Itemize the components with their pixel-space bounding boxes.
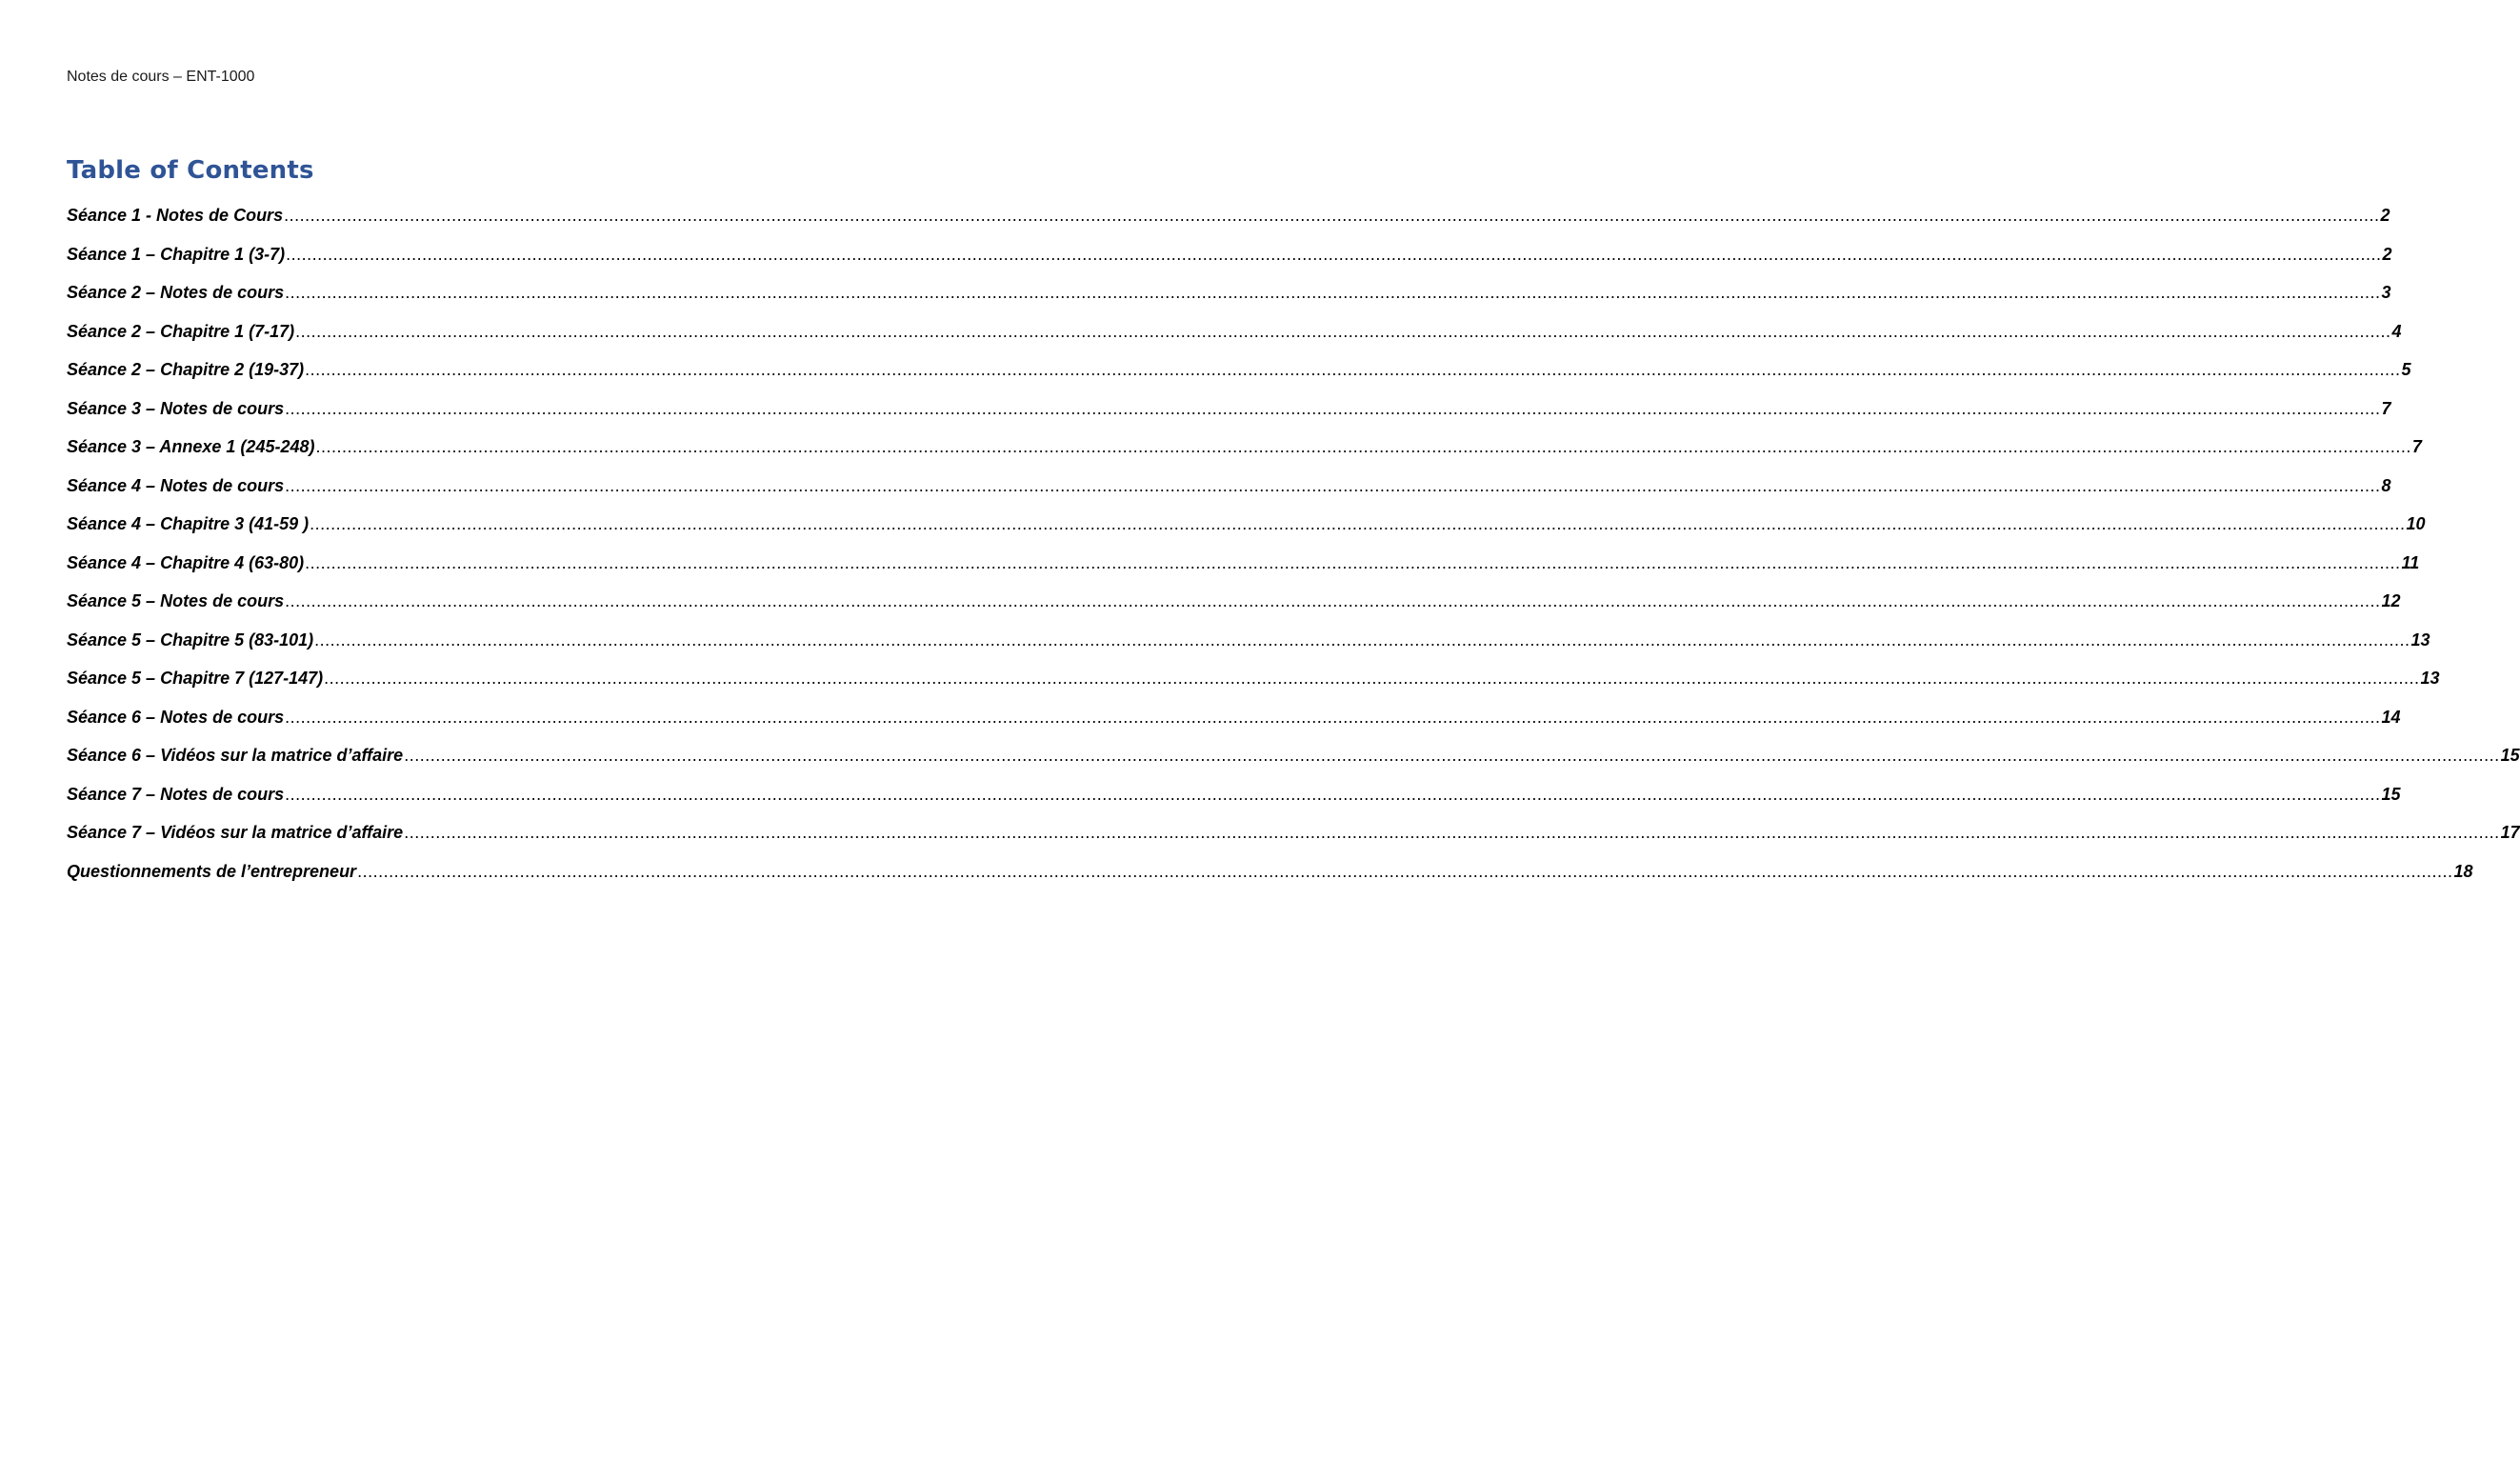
toc-entry-page-number: 13 bbox=[2420, 669, 2440, 688]
toc-entry-page-number: 8 bbox=[2381, 475, 2391, 495]
toc-entry[interactable] bbox=[67, 669, 2440, 708]
toc-entry-title: Séance 1 – Chapitre 1 (3-7) bbox=[67, 244, 286, 264]
toc-dot-leader: ................................................................................................................................................................................................................................................................................................................................................................................................................ bbox=[314, 630, 2410, 650]
toc-entry-page-number: 11 bbox=[2401, 552, 2420, 572]
toc-entry-title: Séance 5 – Chapitre 7 (127-147) bbox=[67, 669, 324, 688]
toc-entry[interactable] bbox=[67, 861, 2473, 901]
toc-entry[interactable] bbox=[67, 552, 2420, 592]
toc-entry-title: Séance 5 – Chapitre 5 (83-101) bbox=[67, 630, 314, 650]
toc-entry[interactable] bbox=[67, 398, 2391, 438]
toc-entry-page-number: 10 bbox=[2406, 514, 2426, 533]
toc-dot-leader: ................................................................................................................................................................................................................................................................................................................................................................................................................ bbox=[285, 283, 2381, 302]
toc-entry-page-number: 4 bbox=[2391, 321, 2402, 341]
toc-entry-page-number: 2 bbox=[2380, 206, 2390, 225]
toc-entry-title: Questionnements de l’entrepreneur bbox=[67, 861, 357, 881]
toc-entry-title: Séance 5 – Notes de cours bbox=[67, 591, 285, 610]
toc-entry-page-number: 17 bbox=[2500, 823, 2520, 842]
toc-entry[interactable] bbox=[67, 244, 2392, 284]
toc-title: Table of Contents bbox=[67, 156, 314, 185]
toc-entry-title: Séance 7 – Notes de cours bbox=[67, 784, 285, 804]
toc-entry[interactable] bbox=[67, 591, 2401, 630]
toc-entry-title: Séance 6 – Vidéos sur la matrice d’affaire bbox=[67, 746, 404, 765]
toc-entry[interactable] bbox=[67, 707, 2401, 747]
toc-entry[interactable] bbox=[67, 475, 2391, 515]
toc-entry[interactable] bbox=[67, 206, 2390, 245]
toc-entry-page-number: 18 bbox=[2453, 861, 2473, 881]
toc-dot-leader: ................................................................................................................................................................................................................................................................................................................................................................................................................ bbox=[284, 206, 2380, 225]
toc-entry-page-number: 14 bbox=[2381, 707, 2401, 727]
toc-entry-title: Séance 4 – Chapitre 4 (63-80) bbox=[67, 552, 305, 572]
toc-dot-leader: ................................................................................................................................................................................................................................................................................................................................................................................................................ bbox=[286, 244, 2382, 264]
toc-dot-leader: ................................................................................................................................................................................................................................................................................................................................................................................................................ bbox=[305, 360, 2401, 379]
toc-entry-title: Séance 1 - Notes de Cours bbox=[67, 206, 284, 225]
toc-entry-title: Séance 3 – Annexe 1 (245-248) bbox=[67, 437, 315, 456]
toc-entry-page-number: 7 bbox=[2381, 398, 2391, 418]
toc-dot-leader: ................................................................................................................................................................................................................................................................................................................................................................................................................ bbox=[285, 784, 2381, 804]
toc-entry-title: Séance 6 – Notes de cours bbox=[67, 707, 285, 727]
toc-entry-page-number: 15 bbox=[2381, 784, 2401, 804]
toc-dot-leader: ................................................................................................................................................................................................................................................................................................................................................................................................................ bbox=[285, 475, 2381, 495]
toc-dot-leader: ................................................................................................................................................................................................................................................................................................................................................................................................................ bbox=[404, 746, 2500, 765]
toc-entry-page-number: 15 bbox=[2500, 746, 2520, 765]
toc-entry[interactable] bbox=[67, 784, 2401, 824]
toc-entry[interactable] bbox=[67, 360, 2411, 399]
toc-entry-page-number: 5 bbox=[2401, 360, 2411, 379]
toc-entry-page-number: 2 bbox=[2382, 244, 2392, 264]
toc-dot-leader: ................................................................................................................................................................................................................................................................................................................................................................................................................ bbox=[305, 552, 2401, 572]
toc-entry-title: Séance 7 – Vidéos sur la matrice d’affaire bbox=[67, 823, 404, 842]
toc-entry-page-number: 13 bbox=[2410, 630, 2430, 650]
toc-entry-page-number: 3 bbox=[2381, 283, 2391, 302]
toc-entry[interactable] bbox=[67, 823, 2520, 862]
toc-entry-title: Séance 3 – Notes de cours bbox=[67, 398, 285, 418]
toc-entry[interactable] bbox=[67, 283, 2391, 322]
toc-entry-title: Séance 2 – Notes de cours bbox=[67, 283, 285, 302]
toc-dot-leader: ................................................................................................................................................................................................................................................................................................................................................................................................................ bbox=[295, 321, 2391, 341]
toc-dot-leader: ................................................................................................................................................................................................................................................................................................................................................................................................................ bbox=[315, 437, 2411, 456]
toc-entry-title: Séance 4 – Notes de cours bbox=[67, 475, 285, 495]
toc-dot-leader: ................................................................................................................................................................................................................................................................................................................................................................................................................ bbox=[285, 591, 2381, 610]
toc-entry[interactable] bbox=[67, 746, 2520, 785]
toc-entry-title: Séance 2 – Chapitre 1 (7-17) bbox=[67, 321, 295, 341]
toc-entry[interactable] bbox=[67, 630, 2430, 670]
toc-entry[interactable] bbox=[67, 321, 2402, 361]
page-header: Notes de cours – ENT-1000 bbox=[67, 69, 255, 85]
toc-dot-leader: ................................................................................................................................................................................................................................................................................................................................................................................................................ bbox=[285, 707, 2381, 727]
toc-dot-leader: ................................................................................................................................................................................................................................................................................................................................................................................................................ bbox=[324, 669, 2420, 688]
toc-entry-title: Séance 2 – Chapitre 2 (19-37) bbox=[67, 360, 305, 379]
toc-entry-page-number: 12 bbox=[2381, 591, 2401, 610]
toc-entry[interactable] bbox=[67, 437, 2422, 476]
toc-dot-leader: ................................................................................................................................................................................................................................................................................................................................................................................................................ bbox=[404, 823, 2500, 842]
toc-list bbox=[67, 206, 2520, 900]
toc-entry[interactable] bbox=[67, 514, 2426, 553]
toc-dot-leader: ................................................................................................................................................................................................................................................................................................................................................................................................................ bbox=[357, 861, 2453, 881]
toc-dot-leader: ................................................................................................................................................................................................................................................................................................................................................................................................................ bbox=[310, 514, 2406, 533]
toc-dot-leader: ................................................................................................................................................................................................................................................................................................................................................................................................................ bbox=[285, 398, 2381, 418]
toc-entry-page-number: 7 bbox=[2411, 437, 2422, 456]
toc-entry-title: Séance 4 – Chapitre 3 (41-59 ) bbox=[67, 514, 310, 533]
